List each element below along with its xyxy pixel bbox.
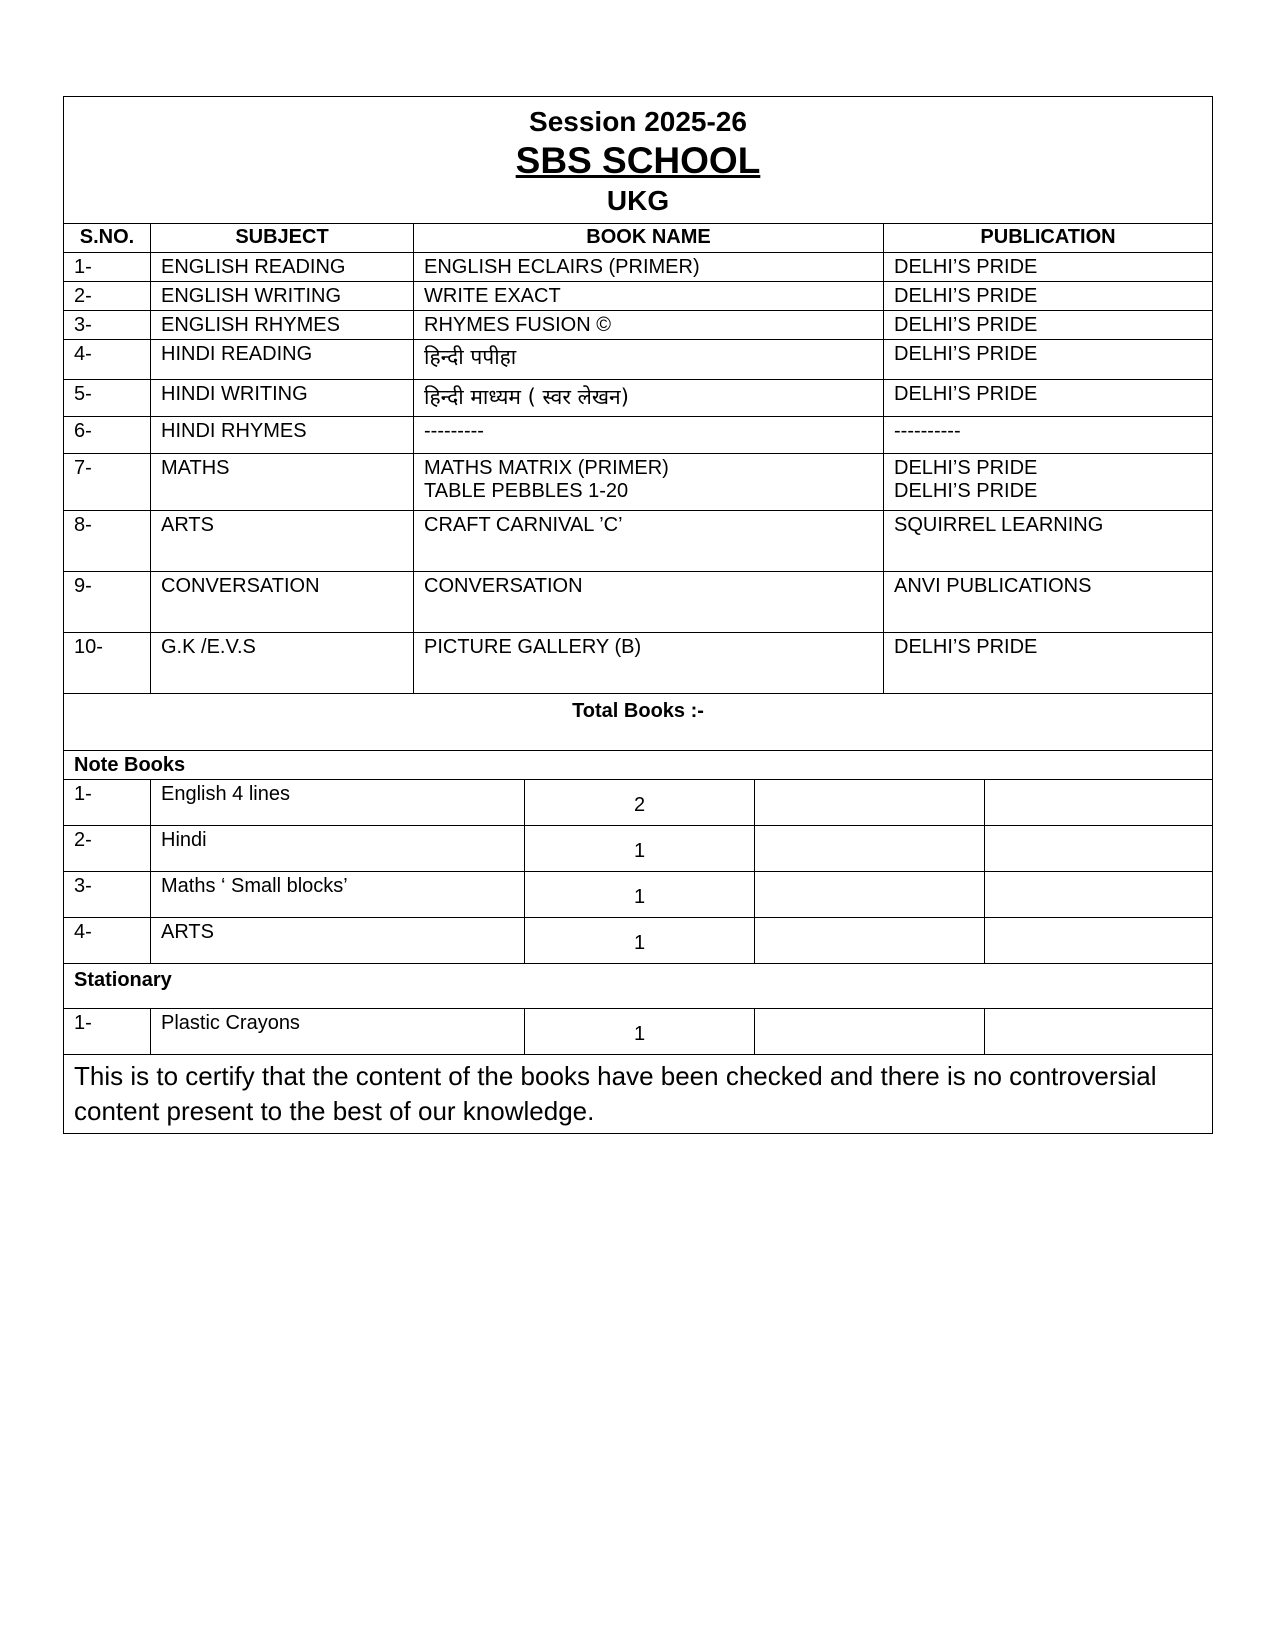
table-row — [64, 282, 1212, 311]
cell-book-name — [414, 572, 884, 632]
publication-text: ANVI PUBLICATIONS — [894, 575, 1092, 597]
cell-subject: ENGLISH READING — [151, 253, 414, 281]
list-item — [64, 780, 1212, 826]
notebook-rows — [64, 780, 1212, 964]
cell-quantity: 1 — [525, 826, 755, 871]
table-row — [64, 253, 1212, 282]
cell-empty — [985, 1009, 1212, 1054]
cell-sno: 3- — [64, 311, 151, 339]
publication-text: DELHI’S PRIDE — [894, 457, 1038, 479]
cell-subject: ENGLISH RHYMES — [151, 311, 414, 339]
column-header-book-name: BOOK NAME — [414, 224, 884, 252]
cell-subject: G.K /E.V.S — [151, 633, 414, 693]
cell-subject: MATHS — [151, 454, 414, 510]
notebooks-section-title: Note Books — [64, 751, 1212, 780]
column-header-publication: PUBLICATION — [980, 226, 1116, 248]
cell-sno: 8- — [64, 511, 151, 571]
cell-sno: 2- — [64, 282, 151, 310]
publication-text: DELHI’S PRIDE — [894, 383, 1038, 405]
cell-book-name — [414, 253, 884, 281]
certificate-text — [64, 1055, 1212, 1133]
cell-subject: ARTS — [151, 511, 414, 571]
cell-quantity: 1 — [525, 872, 755, 917]
header — [64, 97, 1212, 224]
table-header-row — [64, 224, 1212, 253]
cell-publication — [884, 572, 1212, 632]
cell-item: English 4 lines — [151, 780, 525, 825]
list-item — [64, 826, 1212, 872]
certificate-line-2: content present to the best of our knowledge. — [74, 1096, 595, 1126]
cell-quantity: 2 — [525, 780, 755, 825]
cell-publication — [884, 340, 1212, 379]
cell-book-name — [414, 454, 884, 510]
book-rows — [64, 253, 1212, 694]
book-name-text: ENGLISH ECLAIRS (PRIMER) — [424, 256, 700, 278]
cell-sno: 6- — [64, 417, 151, 453]
cell-publication — [884, 380, 1212, 416]
publication-text: DELHI’S PRIDE — [894, 343, 1038, 365]
book-name-text: MATHS MATRIX (PRIMER) — [424, 457, 669, 479]
table-row — [64, 511, 1212, 572]
cell-sno: 1- — [64, 1009, 151, 1054]
stationary-rows — [64, 1009, 1212, 1055]
table-row — [64, 633, 1212, 694]
cell-empty — [985, 872, 1212, 917]
grade-title: UKG — [606, 185, 670, 216]
cell-sno: 1- — [64, 780, 151, 825]
cell-book-name — [414, 511, 884, 571]
cell-book-name — [414, 282, 884, 310]
cell-book-name — [414, 633, 884, 693]
cell-book-name — [414, 311, 884, 339]
list-item — [64, 918, 1212, 964]
book-name-text: PICTURE GALLERY (B) — [424, 636, 642, 658]
cell-empty — [985, 780, 1212, 825]
list-item — [64, 1009, 1212, 1055]
cell-publication — [884, 454, 1212, 510]
cell-empty — [755, 872, 985, 917]
cell-publication — [884, 417, 1212, 453]
book-name-text: CRAFT CARNIVAL ’C’ — [424, 514, 623, 536]
book-name-text: --------- — [424, 420, 484, 442]
cell-publication — [884, 253, 1212, 281]
book-name-text: RHYMES FUSION © — [424, 314, 611, 336]
cell-quantity: 1 — [525, 918, 755, 963]
publication-text: DELHI’S PRIDE — [894, 636, 1038, 658]
cell-item: ARTS — [151, 918, 525, 963]
cell-sno: 4- — [64, 340, 151, 379]
cell-sno: 9- — [64, 572, 151, 632]
publication-text: DELHI’S PRIDE — [894, 314, 1038, 336]
table-row — [64, 311, 1212, 340]
column-header-subject: SUBJECT — [151, 224, 414, 252]
session-title: Session 2025-26 — [529, 106, 747, 137]
table-row — [64, 454, 1212, 511]
cell-sno: 3- — [64, 872, 151, 917]
cell-sno: 4- — [64, 918, 151, 963]
table-row — [64, 340, 1212, 380]
book-name-text: हिन्दी माध्यम ( स्वर लेखन) — [424, 385, 629, 409]
cell-book-name — [414, 380, 884, 416]
cell-sno: 2- — [64, 826, 151, 871]
stationary-section-title: Stationary — [64, 964, 1212, 1009]
publication-text: DELHI’S PRIDE — [894, 480, 1038, 502]
cell-subject: HINDI READING — [151, 340, 414, 379]
table-row — [64, 417, 1212, 454]
cell-empty — [755, 918, 985, 963]
total-books-row — [64, 694, 1212, 751]
cell-quantity: 1 — [525, 1009, 755, 1054]
total-books-label: Total Books :- — [572, 700, 704, 722]
cell-sno: 7- — [64, 454, 151, 510]
cell-empty — [755, 826, 985, 871]
booklist-table — [63, 96, 1213, 1134]
cell-subject: HINDI RHYMES — [151, 417, 414, 453]
book-name-text: CONVERSATION — [424, 575, 583, 597]
cell-sno: 5- — [64, 380, 151, 416]
cell-subject: CONVERSATION — [151, 572, 414, 632]
cell-empty — [755, 780, 985, 825]
table-row — [64, 380, 1212, 417]
table-row — [64, 572, 1212, 633]
book-name-text: WRITE EXACT — [424, 285, 561, 307]
publication-text: DELHI’S PRIDE — [894, 285, 1038, 307]
cell-publication — [884, 511, 1212, 571]
cell-subject: HINDI WRITING — [151, 380, 414, 416]
column-header-sno: S.NO. — [64, 224, 151, 252]
publication-text: ---------- — [894, 420, 961, 442]
cell-sno: 10- — [64, 633, 151, 693]
certificate-line-1: This is to certify that the content of the books have been checked and there is no controversial — [74, 1061, 1157, 1091]
cell-publication — [884, 633, 1212, 693]
cell-subject: ENGLISH WRITING — [151, 282, 414, 310]
school-name: SBS SCHOOL — [515, 140, 761, 181]
list-item — [64, 872, 1212, 918]
cell-empty — [985, 918, 1212, 963]
cell-item: Maths ‘ Small blocks’ — [151, 872, 525, 917]
publication-text: SQUIRREL LEARNING — [894, 514, 1104, 536]
book-name-text: हिन्दी पपीहा — [424, 345, 517, 369]
cell-empty — [755, 1009, 985, 1054]
cell-empty — [985, 826, 1212, 871]
cell-publication — [884, 282, 1212, 310]
cell-sno: 1- — [64, 253, 151, 281]
cell-item: Plastic Crayons — [151, 1009, 525, 1054]
cell-publication — [884, 311, 1212, 339]
book-name-text: TABLE PEBBLES 1-20 — [424, 480, 629, 502]
cell-item: Hindi — [151, 826, 525, 871]
publication-text: DELHI’S PRIDE — [894, 256, 1038, 278]
cell-book-name — [414, 417, 884, 453]
cell-book-name — [414, 340, 884, 379]
